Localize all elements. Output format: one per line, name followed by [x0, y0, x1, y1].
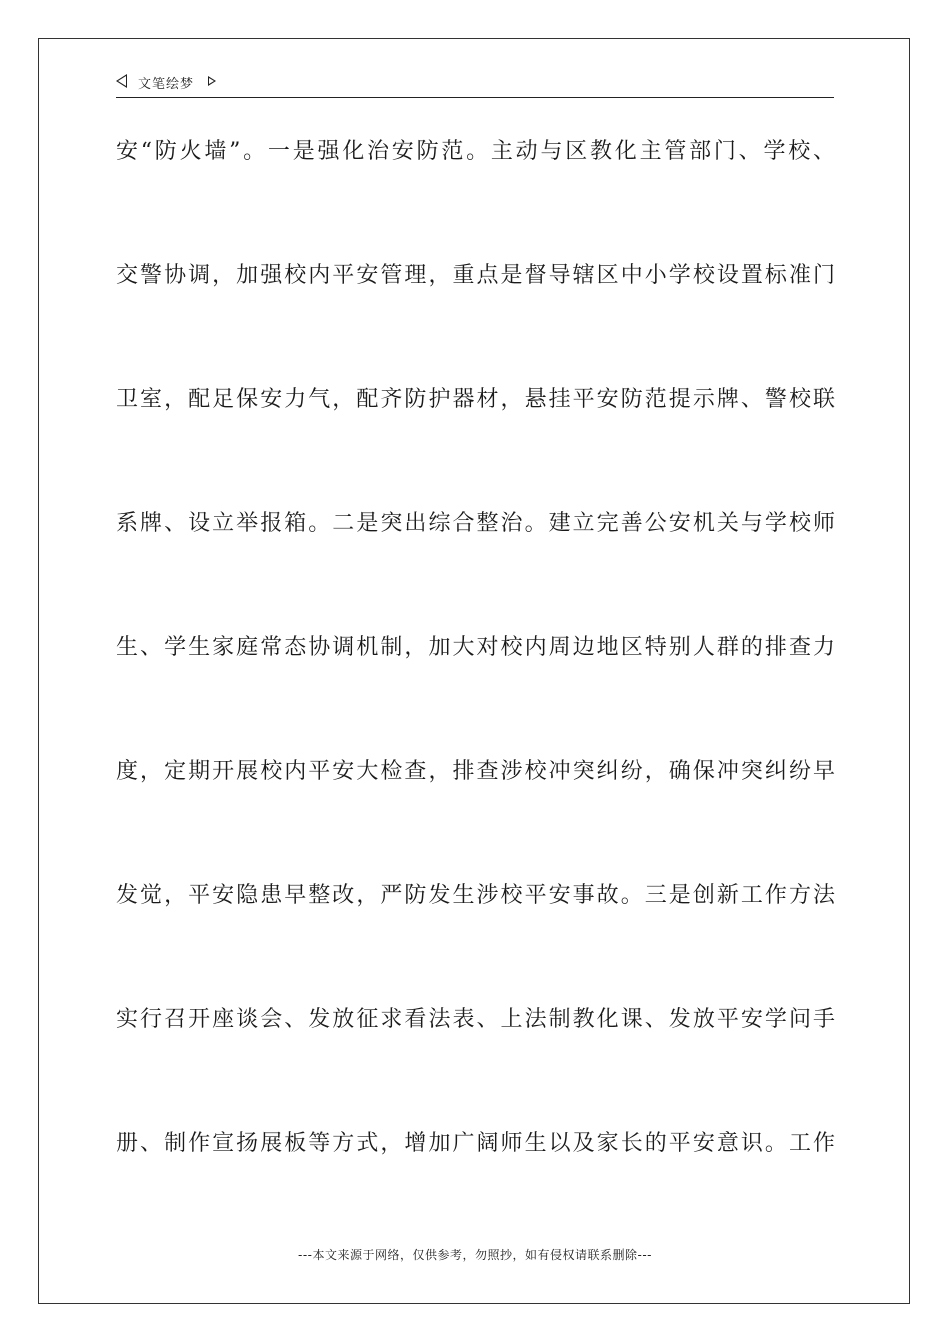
text-line: 系牌、设立举报箱。二是突出综合整治。建立完善公安机关与学校师	[116, 511, 836, 536]
triangle-right-icon	[208, 76, 216, 86]
header-title: 文笔绘梦	[138, 77, 195, 92]
document-body	[116, 130, 836, 1246]
text-line: 安“防火墙”。一是强化治安防范。主动与区教化主管部门、学校、	[116, 139, 836, 164]
footer-disclaimer: ---本文来源于网络，仅供参考，勿照抄，如有侵权请联系删除---	[298, 1248, 652, 1262]
text-line: 交警协调，加强校内平安管理，重点是督导辖区中小学校设置标准门	[116, 263, 836, 288]
text-line: 册、制作宣扬展板等方式，增加广阔师生以及家长的平安意识。工作	[116, 1131, 836, 1156]
text-line: 度，定期开展校内平安大检查，排查涉校冲突纠纷，确保冲突纠纷早	[116, 759, 836, 784]
document-header	[116, 72, 834, 98]
text-line: 生、学生家庭常态协调机制，加大对校内周边地区特别人群的排查力	[116, 635, 836, 660]
text-line: 实行召开座谈会、发放征求看法表、上法制教化课、发放平安学问手	[116, 1007, 836, 1032]
triangle-left-icon	[116, 74, 127, 88]
text-line: 发觉，平安隐患早整改，严防发生涉校平安事故。三是创新工作方法	[116, 883, 836, 908]
text-line: 卫室，配足保安力气，配齐防护器材，悬挂平安防范提示牌、警校联	[116, 387, 836, 412]
